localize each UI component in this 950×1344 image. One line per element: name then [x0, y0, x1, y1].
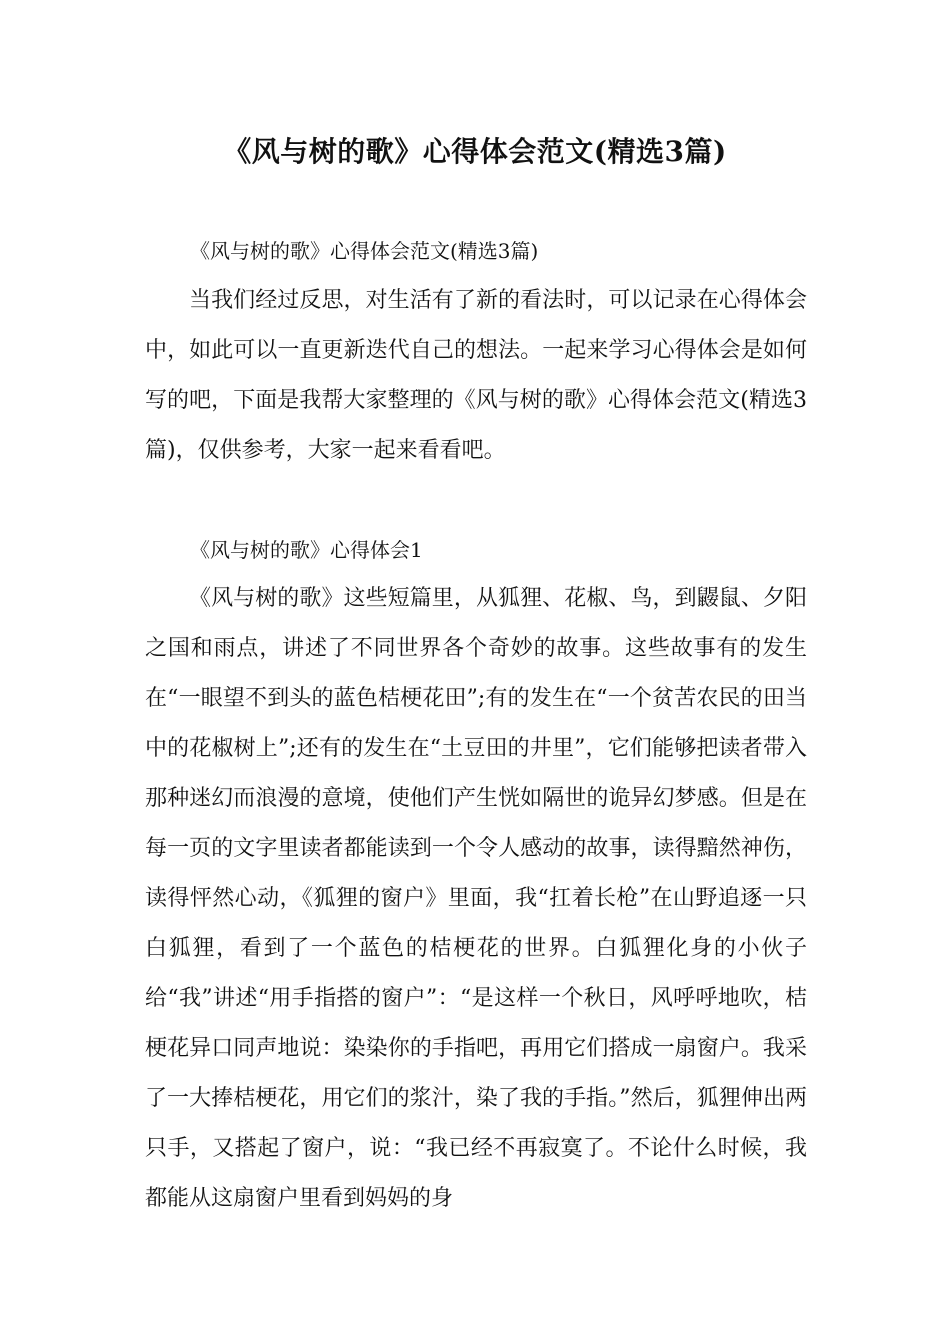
intro-paragraph: 当我们经过反思，对生活有了新的看法时，可以记录在心得体会中，如此可以一直更新迭代自己的想法。一起来学习心得体会是如何写的吧，下面是我帮大家整理的《风与树的歌》心得体会范文(精选3篇)，仅供参考，大家一起来看看吧。 — [145, 288, 807, 463]
document-subtitle: 《风与树的歌》心得体会范文(精选3篇) — [190, 239, 539, 263]
section-heading-1: 《风与树的歌》心得体会1 — [190, 538, 423, 562]
document-title: 《风与树的歌》心得体会范文(精选3篇) — [223, 135, 727, 168]
section-1-body: 《风与树的歌》这些短篇里，从狐狸、花椒、鸟，到鼹鼠、夕阳之国和雨点，讲述了不同世界各个奇妙的故事。这些故事有的发生在“一眼望不到头的蓝色桔梗花田”;有的发生在“一个贫苦农民的田当中的花椒树上”;还有的发生在“土豆田的井里”，它们能够把读者带入那种迷幻而浪漫的意境，使他们产生恍如隔世的诡异幻梦感。但是在每一页的文字里读者都能读到一个令人感动的故事，读得黯然神伤，读得怦然心动，《狐狸的窗户》里面，我“扛着长枪”在山野追逐一只白狐狸，看到了一个蓝色的桔梗花的世界。白狐狸化身的小伙子给“我”讲述“用手指搭的窗户”：“是这样一个秋日，风呼呼地吹，桔梗花异口同声地说：染染你的手指吧，再用它们搭成一扇窗户。我采了一大捧桔梗花，用它们的浆汁，染了我的手指。”然后，狐狸伸出两只手，又搭起了窗户，说：“我已经不再寂寞了。不论什么时候，我都能从这扇窗户里看到妈妈的身 — [145, 586, 807, 1211]
